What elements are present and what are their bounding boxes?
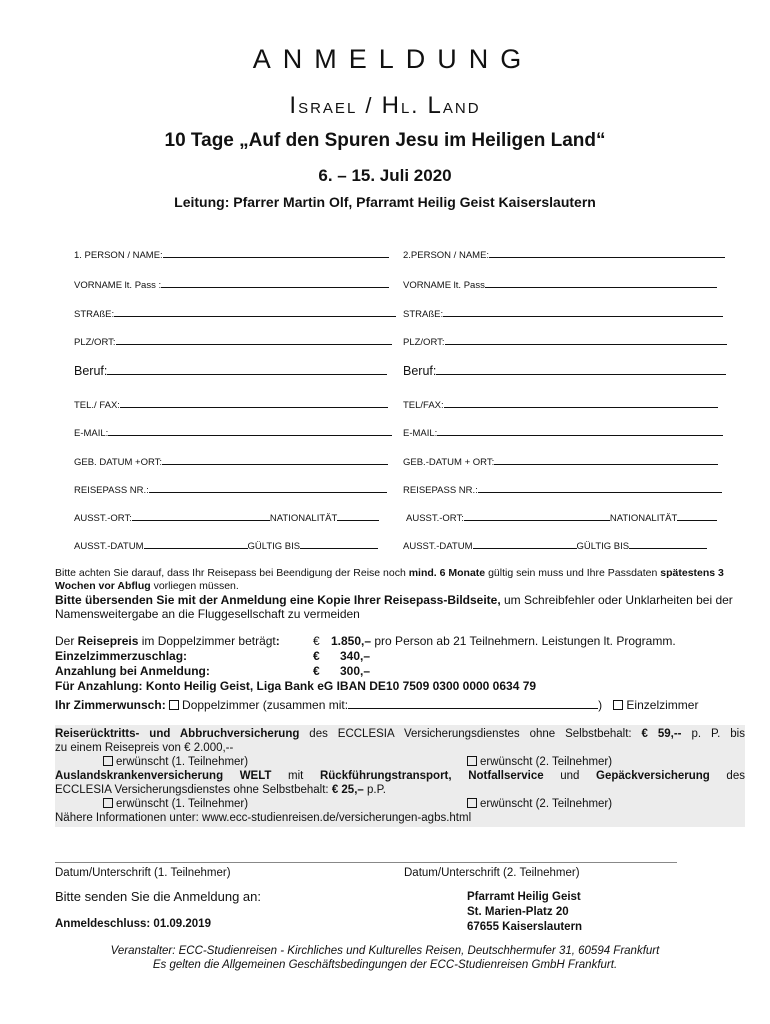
checkbox[interactable] — [467, 756, 477, 766]
option-label: erwünscht (2. Teilnehmer) — [480, 798, 613, 810]
trip-dates: 6. – 15. Juli 2020 — [318, 166, 452, 185]
option-label: erwünscht (2. Teilnehmer) — [480, 756, 613, 768]
field-label: NATIONALITÄT — [609, 513, 678, 524]
note-emphasis: spätestens 3 Wochen vor Abflug — [55, 567, 724, 592]
field-label: GÜLTIG BIS — [247, 541, 301, 552]
insurance-text: p.P. — [363, 784, 386, 796]
field-person2-street[interactable] — [403, 307, 735, 320]
insurance-title: Auslandskrankenversicherung WELT — [55, 770, 272, 782]
price-section — [55, 634, 755, 694]
room-label: Ihr Zimmerwunsch: — [55, 698, 166, 712]
price-colon: : — [275, 634, 280, 648]
input-line[interactable] — [437, 426, 723, 436]
price-amount-row — [331, 634, 676, 649]
field-person1-email[interactable] — [74, 426, 396, 439]
insurance-cancel-options — [55, 755, 745, 769]
trip-leader: Leitung: Pfarrer Martin Olf, Pfarramt Heilig Geist Kaiserslautern — [174, 194, 596, 210]
option-label: erwünscht (1. Teilnehmer) — [116, 756, 249, 768]
signature-label-2: Datum/Unterschrift (2. Teilnehmer) — [404, 867, 580, 879]
price-row-main — [55, 634, 755, 649]
return-address — [467, 890, 582, 935]
option-health-p2[interactable] — [467, 797, 612, 811]
input-line[interactable] — [485, 278, 717, 288]
address-line: 67655 Kaiserslautern — [467, 921, 583, 933]
option-cancel-p1[interactable] — [103, 755, 248, 769]
field-person1-city[interactable] — [74, 335, 396, 348]
field-person2-email[interactable] — [403, 426, 735, 439]
field-person1-passport[interactable] — [74, 483, 396, 496]
checkbox-single-room[interactable] — [613, 700, 623, 710]
insurance-health-price — [55, 783, 745, 797]
field-label: AUSST.-DATUM — [74, 541, 144, 552]
field-label: E-MAIL: — [403, 428, 438, 439]
input-line[interactable] — [163, 248, 389, 258]
note-text: um Schreibfehler oder Unklarheiten bei der Namensweitergabe an die Fluggesellschaft zu vermeiden — [55, 593, 733, 621]
input-line[interactable] — [300, 539, 378, 549]
input-line[interactable] — [464, 511, 610, 521]
subtitle-part: and — [442, 93, 481, 118]
bank-details: Für Anzahlung: Konto Heilig Geist, Liga Bank eG IBAN DE10 7509 0300 0000 0634 79 — [55, 679, 537, 693]
input-line[interactable] — [443, 307, 723, 317]
signature-line[interactable] — [55, 862, 677, 863]
signature-label-1: Datum/Unterschrift (1. Teilnehmer) — [55, 867, 231, 879]
field-label: AUSST.-ORT: — [74, 513, 132, 524]
insurance-cancel-line — [55, 727, 745, 741]
price-row-single — [55, 649, 755, 664]
subtitle-initial: H — [381, 92, 401, 119]
subtitle-part: srael / — [298, 93, 382, 118]
field-label: GEB. DATUM +ORT: — [74, 457, 163, 468]
field-label: PLZ/ORT: — [74, 337, 116, 348]
room-paren: ) — [598, 698, 603, 712]
registration-deadline: Anmeldeschluss: 01.09.2019 — [55, 918, 211, 930]
subtitle-part: l. — [400, 93, 428, 118]
field-label: TEL/FAX: — [403, 400, 444, 411]
insurance-info-link[interactable]: Nähere Informationen unter: www.ecc-studienreisen.de/versicherungen-agbs.html — [55, 812, 472, 824]
field-label: AUSST.-ORT: — [406, 513, 464, 524]
price-amount: 1.850,– — [331, 634, 372, 648]
insurance-text: p. P. bis — [681, 728, 745, 740]
currency-symbol: € — [313, 664, 320, 678]
field-label: GÜLTIG BIS — [576, 541, 630, 552]
input-line[interactable] — [144, 539, 248, 549]
input-line[interactable] — [436, 365, 726, 375]
insurance-text — [452, 770, 469, 782]
field-label: Beruf: — [403, 364, 437, 378]
price-label: Einzelzimmerzuschlag: — [55, 649, 188, 663]
insurance-text: des — [709, 770, 745, 782]
input-line[interactable] — [629, 539, 707, 549]
field-label: VORNAME lt. Pass : — [74, 280, 162, 291]
field-label: AUSST.-DATUM — [403, 541, 473, 552]
field-label: TEL./ FAX: — [74, 400, 120, 411]
trip-title: 10 Tage „Auf den Spuren Jesu im Heiligen Land“ — [164, 130, 606, 151]
insurance-health-line — [55, 769, 745, 783]
field-label: GEB.-DATUM + ORT: — [403, 457, 495, 468]
insurance-limit: zu einem Reisepreis von € 2.000,-- — [55, 742, 234, 754]
field-person1-name[interactable] — [74, 248, 396, 261]
field-person2-phone[interactable] — [403, 398, 735, 411]
insurance-feature: Rückführungstransport, — [319, 770, 452, 782]
footer-organizer: Veranstalter: ECC-Studienreisen - Kirchliches und Kulturelles Reisen, Deutschhermufer 31, 60594 Frankfurt — [110, 945, 660, 957]
passport-copy-note — [55, 593, 745, 621]
field-label: PLZ/ORT: — [403, 337, 445, 348]
price-label: Reisepreis — [77, 634, 139, 648]
field-person2-city[interactable] — [403, 335, 735, 348]
price-text: Der — [55, 634, 78, 648]
send-instruction: Bitte senden Sie die Anmeldung an: — [55, 889, 261, 904]
price-text: im Doppelzimmer beträgt — [138, 634, 276, 648]
address-line: Pfarramt Heilig Geist — [467, 891, 581, 903]
note-emphasis: Bitte übersenden Sie mit der Anmeldung eine Kopie Ihrer Reisepass-Bildseite, — [55, 593, 501, 607]
option-health-p1[interactable] — [103, 797, 248, 811]
input-line[interactable] — [114, 307, 396, 317]
price-amount: 300,– — [340, 664, 371, 678]
field-person1-firstname[interactable] — [74, 278, 396, 291]
field-person2-firstname[interactable] — [403, 278, 735, 291]
input-line[interactable] — [494, 455, 718, 465]
page-subtitle — [0, 92, 770, 120]
input-line[interactable] — [162, 455, 388, 465]
field-person1-issue-place[interactable] — [74, 511, 396, 524]
note-text: vorliegen müssen. — [150, 580, 239, 592]
passport-note — [55, 567, 745, 593]
field-person2-issue-date[interactable] — [403, 539, 735, 552]
field-label: VORNAME lt. Pass — [403, 280, 485, 291]
field-label: REISEPASS NR.: — [74, 485, 149, 496]
field-person1-street[interactable] — [74, 307, 396, 320]
input-line[interactable] — [132, 511, 270, 521]
insurance-text: und — [543, 770, 597, 782]
field-person2-passport[interactable] — [403, 483, 735, 496]
field-person1-birth[interactable] — [74, 455, 404, 468]
field-person2-issue-place[interactable] — [406, 511, 738, 524]
note-text: gültig sein muss und Ihre Passdaten — [485, 567, 661, 579]
option-cancel-p2[interactable] — [467, 755, 612, 769]
input-line[interactable] — [444, 398, 718, 408]
input-line[interactable] — [445, 335, 727, 345]
footer — [0, 944, 770, 972]
note-text: Bitte achten Sie darauf, dass Ihr Reisepass bei Beendigung der Reise noch — [55, 567, 409, 579]
room-preference — [55, 698, 755, 713]
field-label: 1. PERSON / NAME: — [74, 250, 163, 261]
subtitle-initial: I — [289, 92, 299, 119]
input-line[interactable] — [149, 483, 387, 493]
currency-symbol: € — [313, 634, 320, 648]
footer-terms: Es gelten die Allgemeinen Geschäftsbedingungen der ECC-Studienreisen GmbH Frankfurt. — [152, 959, 618, 971]
input-line[interactable] — [161, 278, 389, 288]
insurance-feature: Notfallservice — [468, 770, 544, 782]
input-line[interactable] — [677, 511, 717, 521]
field-label: NATIONALITÄT — [269, 513, 338, 524]
note-emphasis: mind. 6 Monate — [408, 567, 486, 579]
input-line[interactable] — [478, 483, 722, 493]
insurance-feature: Gepäckversicherung — [596, 770, 710, 782]
option-label: erwünscht (1. Teilnehmer) — [116, 798, 249, 810]
insurance-text: ECCLESIA Versicherungsdienstes ohne Selbstbehalt: — [55, 784, 332, 796]
checkbox-double-room[interactable] — [169, 700, 179, 710]
field-label: REISEPASS NR.: — [403, 485, 478, 496]
checkbox[interactable] — [467, 798, 477, 808]
price-amount: 340,– — [340, 649, 371, 663]
insurance-text: mit — [271, 770, 320, 782]
field-label: STRAßE: — [403, 309, 444, 320]
insurance-price: € 25,– — [331, 784, 364, 796]
subtitle-initial: L — [427, 92, 443, 119]
field-label: E-MAIL: — [74, 428, 109, 439]
input-line[interactable] — [116, 335, 392, 345]
field-person1-job[interactable] — [74, 364, 396, 378]
checkbox[interactable] — [103, 756, 113, 766]
room-option-double: Doppelzimmer (zusammen mit: — [182, 698, 349, 712]
page-title: ANMELDUNG — [252, 44, 534, 74]
room-option-single: Einzelzimmer — [626, 698, 699, 712]
room-partner-input[interactable] — [348, 698, 598, 709]
field-person2-birth[interactable] — [403, 455, 735, 468]
field-person1-phone[interactable] — [74, 398, 396, 411]
insurance-health-options — [55, 797, 745, 811]
price-row-deposit — [55, 664, 755, 679]
insurance-title: Reiserücktritts- und Abbruchversicherung — [55, 728, 300, 740]
field-person2-job[interactable] — [403, 364, 735, 378]
input-line[interactable] — [120, 398, 388, 408]
input-line[interactable] — [107, 365, 387, 375]
input-line[interactable] — [337, 511, 379, 521]
field-person2-name[interactable] — [403, 248, 735, 261]
field-label: Beruf: — [74, 364, 108, 378]
field-person1-issue-date[interactable] — [74, 539, 396, 552]
address-line: St. Marien-Platz 20 — [467, 906, 569, 918]
input-line[interactable] — [489, 248, 725, 258]
currency-symbol: € — [313, 649, 320, 663]
input-line[interactable] — [473, 539, 577, 549]
price-label: Anzahlung bei Anmeldung: — [55, 664, 210, 678]
price-text: pro Person ab 21 Teilnehmern. Leistungen lt. Programm. — [371, 634, 676, 648]
input-line[interactable] — [108, 426, 392, 436]
field-label: 2.PERSON / NAME: — [403, 250, 490, 261]
checkbox[interactable] — [103, 798, 113, 808]
insurance-section — [55, 725, 745, 827]
field-label: STRAßE: — [74, 309, 115, 320]
insurance-price: € 59,-- — [641, 728, 682, 740]
insurance-text: des ECCLESIA Versicherungsdienstes ohne Selbstbehalt: — [299, 728, 642, 740]
